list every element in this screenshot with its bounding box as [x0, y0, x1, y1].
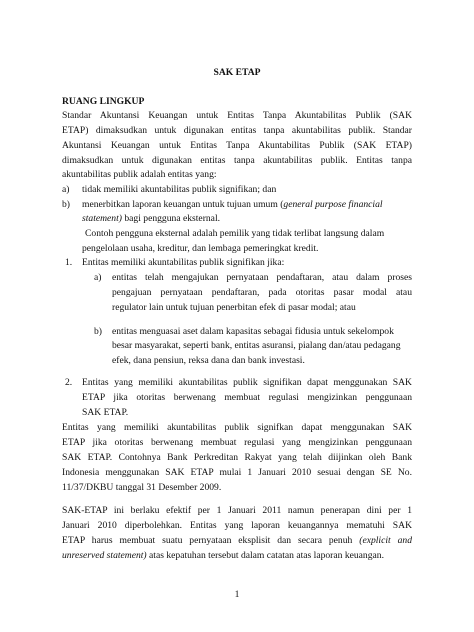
text-line: 11/37/DKBU tanggal 31 Desember 2009. [62, 482, 222, 493]
text-span: atas kepatuhan tersebut dalam catatan atas laporan keuangan. [146, 550, 384, 561]
text-line: SAK-ETAP ini berlaku efektif per 1 Januari 2011 namun penerapan dini per 1 [62, 505, 412, 516]
text-line: ETAP) dimaksudkan untuk digunakan entitas tanpa akuntabilitas publik. Standar [62, 125, 412, 136]
list-text: pengajuan pernyataan pendaftaran, pada otoritas pasar modal atau [112, 287, 412, 298]
text-line: Entitas yang memiliki akuntabilitas publik signifkan dapat menggunakan SAK [62, 422, 412, 433]
text-span: menerbitkan laporan keuangan untuk tujuan umum ( [82, 199, 284, 210]
list-text: entitas menguasai aset dalam kapasitas sebagai fidusia untuk sekelompok [112, 326, 394, 337]
text-line: Standar Akuntansi Keuangan untuk Entitas Tanpa Akuntabilitas Publik (SAK [62, 110, 412, 121]
text-line: akuntabilitas publik adalah entitas yang: [62, 169, 217, 180]
list-text [82, 213, 220, 225]
list-marker: a) [62, 184, 70, 195]
list-text: SAK ETAP. [82, 407, 129, 418]
text-line: ETAP jika otoritas berwenang membuat regulasi yang mengizinkan penggunaan [62, 437, 412, 448]
text-span: bagi pengguna eksternal. [121, 213, 221, 224]
document-title: SAK ETAP [213, 67, 261, 78]
text-line: Akuntansi Keuangan untuk Entitas Tanpa Akuntabilitas Publik (SAK ETAP) [62, 140, 412, 151]
italic-term: statement) [82, 213, 122, 224]
list-text: regulator lain untuk tujuan penerbitan efek di pasar modal; atau [112, 302, 356, 313]
text-line [62, 535, 412, 547]
text-line: Indonesia menggunakan SAK ETAP mulai 1 Januari 2010 sesuai dengan SE No. [62, 467, 412, 478]
list-text [82, 199, 383, 211]
list-marker: 2. [65, 377, 73, 388]
list-marker: a) [94, 272, 102, 283]
list-text: entitas telah mengajukan pernyataan pendaftaran, atau dalam proses [112, 272, 412, 283]
list-text: besar masyarakat, seperti bank, entitas asuransi, pialang dan/atau pedagang [112, 340, 401, 351]
list-text: ETAP jika otoritas berwenang membuat regulasi mengizinkan penggunaan [82, 392, 412, 403]
list-marker: b) [94, 326, 102, 337]
text-line: pengelolaan usaha, kreditur, dan lembaga pemeringkat kredit. [82, 243, 319, 254]
text-line: dimaksudkan untuk digunakan entitas tanpa akuntabilitas publik. Entitas tanpa [62, 155, 412, 166]
italic-term: (explicit and [359, 535, 412, 546]
text-line: Januari 2010 diperbolehkan. Entitas yang laporan keuangannya mematuhi SAK [62, 520, 412, 531]
list-text: tidak memiliki akuntabilitas publik signifikan; dan [82, 184, 277, 195]
text-span: ETAP harus membuat suatu pernyataan eksplisit dan secara penuh [62, 535, 360, 546]
text-line [62, 550, 384, 562]
italic-term: unreserved statement) [62, 550, 147, 561]
list-text: Entitas yang memiliki akuntabilitas publik signifikan dapat menggunakan SAK [82, 377, 412, 388]
section-heading: RUANG LINGKUP [62, 96, 145, 107]
list-marker: 1. [65, 257, 73, 268]
text-line: Contoh pengguna eksternal adalah pemilik yang tidak terlibat langsung dalam [85, 228, 385, 239]
page-number: 1 [234, 589, 240, 600]
list-text: Entitas memiliki akuntabilitas publik signifikan jika: [82, 257, 285, 268]
text-line: SAK ETAP. Contohnya Bank Perkreditan Rakyat yang telah diijinkan oleh Bank [62, 452, 412, 463]
list-marker: b) [62, 199, 70, 210]
list-text: efek, dana pensiun, reksa dana dan bank investasi. [112, 355, 305, 366]
italic-term: general purpose financial [283, 199, 383, 210]
